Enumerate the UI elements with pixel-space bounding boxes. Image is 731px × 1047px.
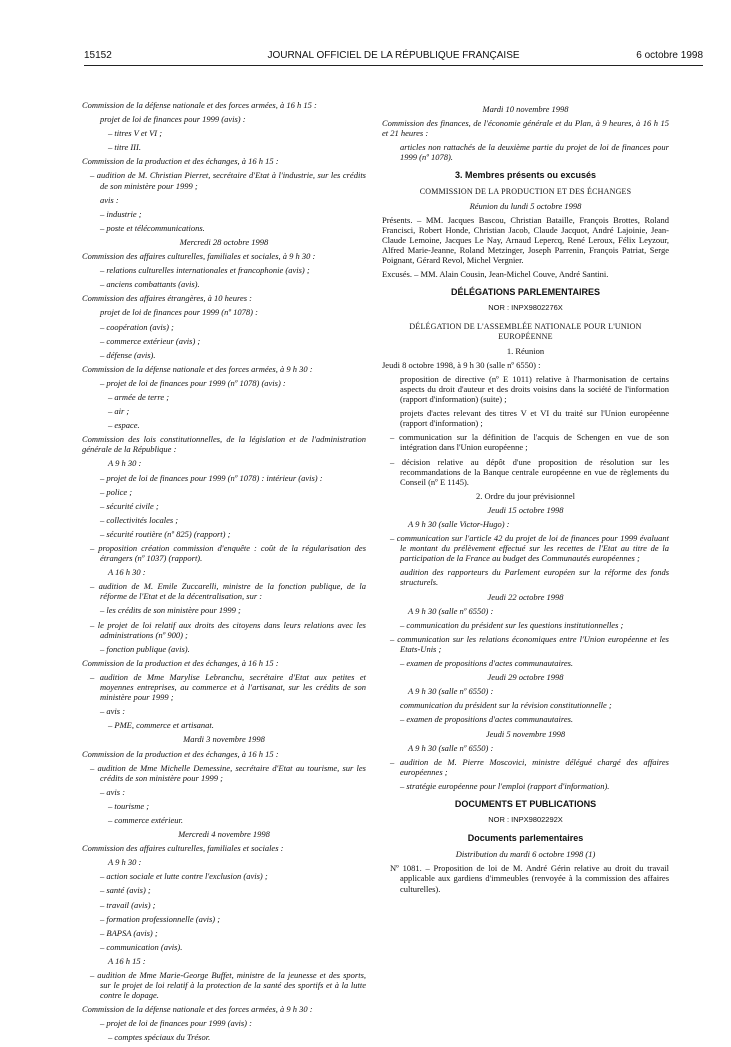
text-paragraph: – audition de Mme Marie-George Buffet, ministre de la jeunesse et des sports, sur le projet de loi relatif à la protection de la santé des sportifs et à la lutte contre le dopage. [90, 970, 366, 1001]
text-paragraph: 3. Membres présents ou excusés [454, 170, 597, 181]
text-paragraph: COMMISSION DE LA PRODUCTION ET DES ÉCHANGES [419, 186, 632, 196]
text-paragraph: Commission de la défense nationale et des forces armées, à 9 h 30 : [82, 1004, 313, 1015]
text-paragraph: – projet de loi de finances pour 1999 (avis) : [100, 1018, 252, 1029]
text-paragraph: 2. Ordre du jour prévisionnel [476, 490, 575, 501]
text-paragraph: Commission de la production et des échanges, à 16 h 15 : [82, 748, 279, 759]
text-paragraph: Commission de la production et des échanges, à 16 h 15 : [82, 156, 279, 167]
text-paragraph: – sécurité routière (nº 825) (rapport) ; [100, 528, 231, 539]
text-paragraph: – travail (avis) ; [100, 899, 156, 910]
text-paragraph: DOCUMENTS ET PUBLICATIONS [454, 798, 597, 809]
text-paragraph: A 9 h 30 (salle Victor-Hugo) : [408, 519, 510, 529]
text-paragraph: – les crédits de son ministère pour 1999 ; [100, 605, 241, 616]
text-paragraph: – communication sur la définition de l'acquis de Schengen en vue de son intégration dans l'Union européenne ; [390, 432, 669, 453]
text-paragraph: 1. Réunion [506, 345, 545, 356]
text-paragraph: Mercredi 28 octobre 1998 [179, 236, 269, 247]
text-paragraph: – audition de Mme Michelle Demessine, secrétaire d'Etat au tourisme, sur les crédits de son ministère pour 1999 ; [90, 762, 366, 783]
text-paragraph: – PME, commerce et artisanat. [108, 720, 214, 731]
text-paragraph: A 16 h 30 : [108, 567, 146, 578]
text-paragraph: A 16 h 15 : [108, 955, 146, 966]
text-paragraph: Commission des affaires culturelles, familiales et sociales : [82, 843, 284, 854]
text-paragraph: – avis : [100, 706, 126, 717]
text-paragraph: – projet de loi de finances pour 1999 (nº 1078) (avis) : [100, 377, 286, 388]
text-paragraph: – stratégie européenne pour l'emploi (rapport d'information). [400, 780, 610, 791]
text-paragraph: communication du président sur la révision constitutionnelle ; [400, 700, 612, 711]
text-paragraph: Mardi 3 novembre 1998 [183, 734, 265, 745]
text-paragraph: – collectivités locales ; [100, 514, 179, 525]
text-paragraph: – avis : [100, 786, 126, 797]
text-paragraph: – communication sur l'article 42 du projet de loi de finances pour 1999 évaluant le montant du prélèvement effectué sur les recettes de l'Etat au titre de la participation de la France au budget des Communautés européennes ; [390, 533, 669, 564]
text-paragraph: DÉLÉGATION DE L'ASSEMBLÉE NATIONALE POUR L'UNION EUROPÉENNE [409, 321, 642, 341]
text-paragraph: – communication sur les relations économiques entre l'Union européenne et les Etats-Unis ; [390, 633, 669, 654]
text-paragraph: Commission de la production et des échanges, à 16 h 15 : [82, 657, 279, 668]
text-paragraph: – audition de M. Emile Zuccarelli, ministre de la fonction publique, de la réforme de l'Etat et de la décentralisation, sur : [90, 581, 366, 602]
text-paragraph: Présents. – MM. Jacques Bascou, Christian Bataille, François Brottes, Roland Francisci, Robert Honde, Christian Jacob, Claude Jacquot, André Lajoinie, Jean-Claude Lemoine, Jacques Le Nay, Arnaud Lepercq, René Leroux, Félix Leyzour, Alfred Marie-Jeanne, Roland Metzinger, Joseph Parrenin, François Patriat, Serge Poignant, Gérard Revol, Michel Vergnier. [382, 214, 669, 266]
text-paragraph: – titres V et VI ; [108, 128, 163, 139]
text-paragraph: – communication (avis). [100, 941, 183, 952]
text-paragraph: Commission des finances, de l'économie générale et du Plan, à 9 heures, à 16 h 15 et 21 heures : [382, 118, 669, 139]
text-paragraph: – action sociale et lutte contre l'exclusion (avis) ; [100, 871, 268, 882]
text-paragraph: Jeudi 5 novembre 1998 [485, 728, 566, 739]
page-number: 15152 [84, 50, 112, 61]
text-paragraph: A 9 h 30 (salle nº 6550) : [408, 605, 494, 616]
text-paragraph: – proposition création commission d'enquête : coût de la régularisation des étrangers (nº 1037) (rapport). [90, 543, 366, 564]
text-paragraph: Jeudi 29 octobre 1998 [487, 672, 564, 683]
text-paragraph: audition des rapporteurs du Parlement européen sur la réforme des fonds structurels. [400, 567, 669, 588]
issue-date: 6 octobre 1998 [636, 50, 703, 61]
text-paragraph: A 9 h 30 (salle nº 6550) : [408, 686, 494, 697]
text-paragraph: – industrie ; [100, 208, 142, 219]
right-column [382, 100, 669, 898]
text-paragraph: A 9 h 30 (salle nº 6550) : [408, 742, 494, 753]
text-paragraph: – air ; [108, 406, 130, 417]
text-paragraph: Nº 1081. – Proposition de loi de M. André Gérin relative au droit du travail applicable aux gardiens d'immeubles (renvoyée à la commission des affaires culturelles). [390, 863, 669, 894]
text-paragraph: Distribution du mardi 6 octobre 1998 (1) [455, 849, 596, 860]
text-paragraph: Excusés. – MM. Alain Cousin, Jean-Michel Couve, André Santini. [382, 269, 609, 280]
text-paragraph: Commission des lois constitutionnelles, de la législation et de l'administration générale de la République : [82, 434, 366, 455]
text-paragraph: articles non rattachés de la deuxième partie du projet de loi de finances pour 1999 (nº 1078). [400, 142, 669, 163]
text-paragraph: DÉLÉGATIONS PARLEMENTAIRES [450, 287, 600, 298]
text-paragraph: Commission des affaires culturelles, familiales et sociales, à 9 h 30 : [82, 251, 316, 262]
text-paragraph: Commission des affaires étrangères, à 10 heures : [82, 293, 252, 304]
text-paragraph: Documents parlementaires [467, 833, 584, 844]
page-header [84, 50, 703, 66]
text-paragraph: – coopération (avis) ; [100, 321, 174, 332]
journal-title: JOURNAL OFFICIEL DE LA RÉPUBLIQUE FRANÇAISE [267, 50, 520, 61]
text-paragraph: – audition de M. Pierre Moscovici, ministre délégué chargé des affaires européennes ; [390, 756, 669, 777]
text-paragraph: Jeudi 15 octobre 1998 [487, 504, 564, 515]
text-paragraph: – sécurité civile ; [100, 500, 159, 511]
text-paragraph: Mardi 10 novembre 1998 [482, 104, 569, 114]
text-paragraph: – fonction publique (avis). [100, 643, 190, 654]
text-paragraph: – armée de terre ; [108, 391, 170, 402]
text-paragraph: NOR : INPX9802276X [488, 303, 563, 313]
text-paragraph: projet de loi de finances pour 1999 (nº 1078) : [100, 307, 258, 318]
text-paragraph: Jeudi 22 octobre 1998 [487, 591, 564, 602]
text-paragraph: – tourisme ; [108, 800, 150, 811]
text-paragraph: – le projet de loi relatif aux droits des citoyens dans leurs relations avec les administrations (nº 900) ; [90, 619, 366, 640]
text-paragraph: projet de loi de finances pour 1999 (avis) : [100, 114, 246, 125]
text-paragraph: Réunion du lundi 5 octobre 1998 [469, 200, 582, 211]
text-paragraph: – examen de propositions d'actes communautaires. [400, 658, 574, 669]
text-paragraph: A 9 h 30 : [108, 458, 142, 469]
text-paragraph: projets d'actes relevant des titres V et VI du traité sur l'Union européenne (rapport d'information) ; [400, 408, 669, 429]
text-paragraph: – commerce extérieur (avis) ; [100, 335, 201, 346]
text-paragraph: – défense (avis). [100, 349, 156, 360]
text-paragraph: Commission de la défense nationale et des forces armées, à 16 h 15 : [82, 100, 317, 110]
text-paragraph: – poste et télécommunications. [100, 222, 205, 233]
text-paragraph: avis : [100, 194, 119, 205]
text-paragraph: – décision relative au dépôt d'une proposition de résolution sur les recommandations de la Banque centrale européenne en vue de règlements du Conseil (nº E 1145). [390, 456, 669, 487]
header-rule [84, 65, 703, 66]
text-paragraph: – examen de propositions d'actes communautaires. [400, 714, 574, 725]
text-paragraph: Mercredi 4 novembre 1998 [178, 829, 270, 840]
text-paragraph: – communication du président sur les questions institutionnelles ; [400, 619, 624, 630]
text-paragraph: – audition de Mme Marylise Lebranchu, secrétaire d'Etat aux petites et moyennes entreprises, au commerce et à l'artisanat, sur les crédits de son ministère pour 1999 ; [90, 671, 366, 703]
text-paragraph: – santé (avis) ; [100, 885, 151, 896]
left-column [82, 100, 366, 1047]
text-paragraph: proposition de directive (nº E 1011) relative à l'harmonisation de certains aspects du droit d'auteur et des droits voisins dans la société de l'information (rapport d'information) (suite) ; [400, 373, 669, 405]
text-paragraph: – projet de loi de finances pour 1999 (nº 1078) : intérieur (avis) : [100, 472, 323, 483]
text-paragraph: – BAPSA (avis) ; [100, 927, 158, 938]
text-paragraph: – audition de M. Christian Pierret, secrétaire d'Etat à l'industrie, sur les crédits de son ministère pour 1999 ; [90, 170, 366, 191]
text-paragraph: – formation professionnelle (avis) ; [100, 913, 221, 924]
text-paragraph: – relations culturelles internationales et francophonie (avis) ; [100, 265, 310, 276]
text-paragraph: – commerce extérieur. [108, 814, 183, 825]
text-paragraph: Commission de la défense nationale et des forces armées, à 9 h 30 : [82, 363, 313, 374]
text-paragraph: – espace. [108, 420, 140, 431]
text-paragraph: – anciens combattants (avis). [100, 279, 200, 290]
text-paragraph: – comptes spéciaux du Trésor. [108, 1032, 211, 1043]
text-paragraph: – police ; [100, 486, 133, 497]
text-paragraph: A 9 h 30 : [108, 857, 142, 868]
text-paragraph: – titre III. [108, 142, 141, 153]
text-paragraph: NOR : INPX9802292X [488, 815, 563, 825]
text-paragraph: Jeudi 8 octobre 1998, à 9 h 30 (salle nº 6550) : [382, 359, 541, 370]
